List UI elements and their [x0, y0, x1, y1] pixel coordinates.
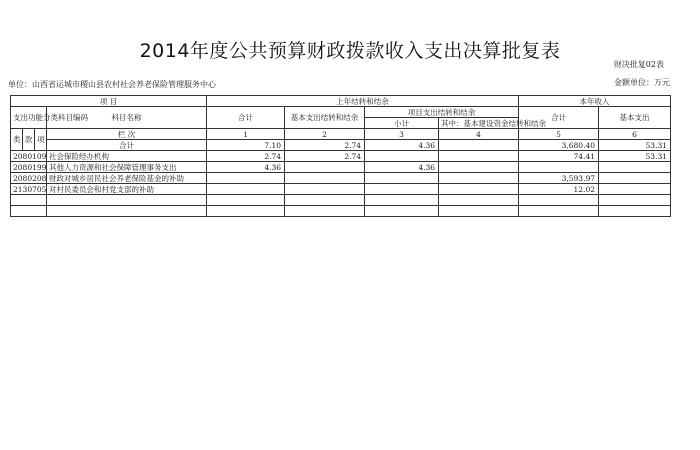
header-capital-balance: 其中：基本建设资金结转和结余 [439, 118, 519, 129]
col-index-2: 2 [285, 129, 365, 140]
row-c4 [439, 162, 519, 173]
row-name: 其他人力资源和社会保障管理事务支出 [47, 162, 207, 173]
header-prev-balance: 上年结转和结余 [207, 96, 519, 107]
unit-label: 单位：山西省运城市稷山县农村社会养老保险管理服务中心 [8, 80, 216, 89]
row-c2 [285, 173, 365, 184]
total-c6: 53.31 [599, 140, 671, 151]
total-row [11, 140, 671, 151]
header-subject-name: 科目名称 [47, 107, 207, 129]
form-number: 财决批复02表 [613, 60, 664, 69]
table-row [11, 184, 671, 195]
total-label: 合计 [47, 140, 207, 151]
row-c6: 53.31 [599, 151, 671, 162]
page-title: 2014年度公共预算财政拨款收入支出决算批复表 [139, 40, 561, 62]
total-c1: 7.10 [207, 140, 285, 151]
row-code: 2080109 [11, 151, 47, 162]
header-basic-expense: 基本支出 [599, 107, 671, 129]
row-c5: 3,593.97 [519, 173, 599, 184]
header-xiang: 项 [35, 129, 47, 151]
row-c5: 74.41 [519, 151, 599, 162]
header-row-1 [11, 96, 671, 107]
col-index-5: 5 [519, 129, 599, 140]
total-c4 [439, 140, 519, 151]
row-c3 [365, 173, 439, 184]
col-index-1: 1 [207, 129, 285, 140]
column-index-row [11, 129, 671, 140]
header-basic-balance: 基本支出结转和结余 [285, 107, 365, 129]
header-row-2 [11, 107, 671, 118]
row-c4 [439, 184, 519, 195]
row-c1: 2.74 [207, 151, 285, 162]
row-name: 对村民委员会和村党支部的补助 [47, 184, 207, 195]
header-current-income: 本年收入 [519, 96, 671, 107]
row-c3 [365, 184, 439, 195]
header-item: 项 目 [11, 96, 207, 107]
row-code: 2080199 [11, 162, 47, 173]
header-lei: 类 [11, 129, 23, 151]
row-c1: 4.36 [207, 162, 285, 173]
row-c5: 12.02 [519, 184, 599, 195]
row-c3 [365, 151, 439, 162]
amount-unit-label: 金额单位：万元 [614, 78, 670, 87]
header-total-2: 合计 [519, 107, 599, 129]
table-row [11, 173, 671, 184]
row-c3: 4.36 [365, 162, 439, 173]
total-c3: 4.36 [365, 140, 439, 151]
empty-row [11, 206, 671, 217]
col-index-4: 4 [439, 129, 519, 140]
row-name: 财政对城乡居民社会养老保险基金的补助 [47, 173, 207, 184]
row-name: 社会保险经办机构 [47, 151, 207, 162]
total-c2: 2.74 [285, 140, 365, 151]
header-total: 合计 [207, 107, 285, 129]
row-c1 [207, 173, 285, 184]
header-func-code: 支出功能分类科目编码 [11, 107, 47, 129]
header-subtotal: 小计 [365, 118, 439, 129]
row-code: 2080208 [11, 173, 47, 184]
row-c2 [285, 162, 365, 173]
row-c4 [439, 151, 519, 162]
budget-table [10, 95, 671, 217]
table-row [11, 151, 671, 162]
row-c6 [599, 184, 671, 195]
total-c5: 3,680.40 [519, 140, 599, 151]
row-code: 2130705 [11, 184, 47, 195]
row-c2 [285, 184, 365, 195]
row-c2: 2.74 [285, 151, 365, 162]
table-row [11, 162, 671, 173]
col-index-3: 3 [365, 129, 439, 140]
row-c4 [439, 173, 519, 184]
row-c5 [519, 162, 599, 173]
header-proj-balance: 项目支出结转和结余 [365, 107, 519, 118]
empty-row [11, 195, 671, 206]
header-kuan: 款 [23, 129, 35, 151]
header-lanci: 栏 次 [47, 129, 207, 140]
row-c6 [599, 173, 671, 184]
col-index-6: 6 [599, 129, 671, 140]
row-c1 [207, 184, 285, 195]
row-c6 [599, 162, 671, 173]
